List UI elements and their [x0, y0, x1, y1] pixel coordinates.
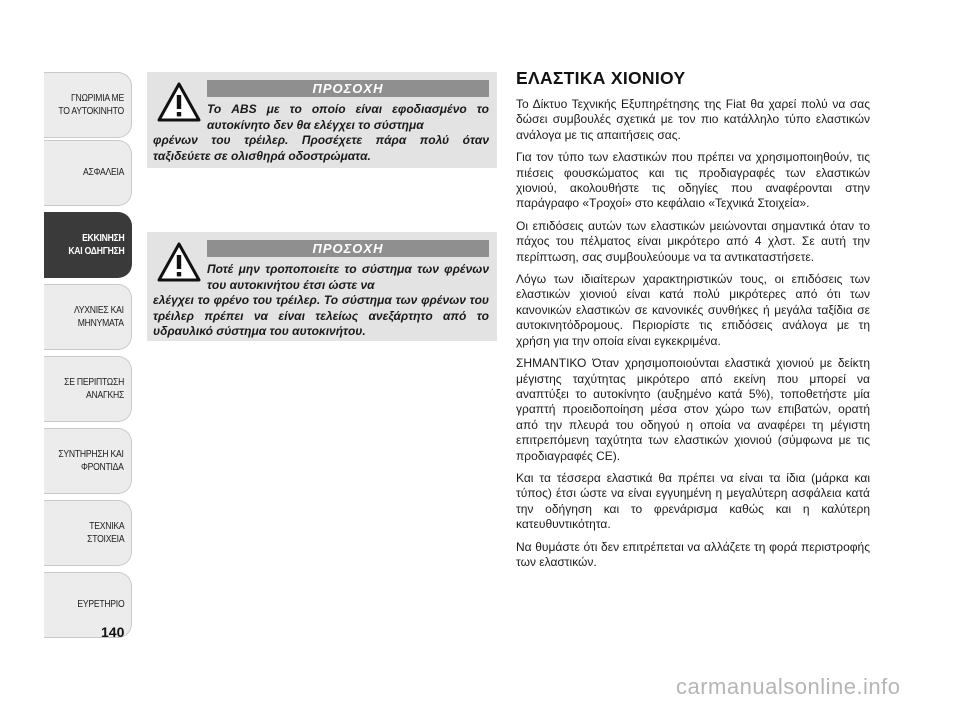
- tab-label: ΣΥΝΤΗΡΗΣΗ ΚΑΙ ΦΡΟΝΤΙΔΑ: [58, 447, 124, 473]
- warning-text-rest: ελέγχει το φρένο του τρέιλερ. Το σύστημα των φρένων του τρέιλερ πρέπει να είναι τελείως ανεξάρτητο από το υδραυλικό σύστημα του αυτοκινήτου.: [153, 293, 489, 339]
- warning-text: [153, 262, 489, 340]
- tab-starting-driving[interactable]: [44, 212, 132, 278]
- watermark: carmanualsonline.info: [676, 674, 901, 699]
- article-snow-tyres: [516, 68, 870, 577]
- page-number: 140: [101, 624, 125, 640]
- warning-text-lead: Ποτέ μην τροποποιείτε το σύστημα των φρένων του αυτοκινήτου έτσι ώστε να: [207, 262, 489, 292]
- article-paragraph: Το Δίκτυο Τεχνικής Εξυπηρέτησης της Fiat θα χαρεί πολύ να σας δώσει συμβουλές σχετικά με τον πιο κατάλληλο τύπο ελαστικών ανάλογα με τις απαιτήσεις σας.: [516, 97, 870, 142]
- warning-text: [153, 102, 489, 164]
- tab-label: ΑΣΦΑΛΕΙΑ: [82, 166, 124, 179]
- tab-warning-lights[interactable]: [44, 284, 132, 350]
- tab-label: ΕΥΡΕΤΗΡΙΟ: [76, 598, 124, 611]
- tab-label: ΓΝΩΡΙΜΙΑ ΜΕ ΤΟ ΑΥΤΟΚΙΝΗΤΟ: [58, 91, 124, 117]
- article-paragraph: ΣΗΜΑΝΤΙΚΟ Όταν χρησιμοποιούνται ελαστικά χιονιού με δείκτη μέγιστης ταχύτητας μικρότερο από εκείνη που μπορεί να αναπτύξει το αυτοκίνητο (αυξημένο κατά 5%), τοποθετήστε μία γραπτή προειδοποίηση μέσα στον χώρο των επιβατών, ορατή από την πλευρά του οδηγού η οποία να αναφέρει τη μέγιστη επιτρεπόμενη ταχύτητα των ελαστικών χιονιού (σύμφωνα με τις προδιαγραφές CE).: [516, 356, 870, 463]
- tab-getting-to-know[interactable]: [44, 72, 132, 138]
- tab-label: ΣΕ ΠΕΡΙΠΤΩΣΗ ΑΝΑΓΚΗΣ: [64, 375, 124, 401]
- article-paragraph: Οι επιδόσεις αυτών των ελαστικών μειώνονται σημαντικά όταν το πάχος του πέλματος είναι μικρότερο από 4 χλστ. Σε αυτή την περίπτωση, σας συμβουλεύουμε να τα αντικαταστήσετε.: [516, 218, 870, 264]
- tab-label: ΤΕΧΝΙΚΑ ΣΤΟΙΧΕΙΑ: [86, 519, 124, 545]
- warning-box-brakes: [147, 232, 497, 341]
- tab-label: ΛΥΧΝΙΕΣ ΚΑΙ ΜΗΝΥΜΑΤΑ: [74, 303, 124, 329]
- tab-safety[interactable]: [44, 140, 132, 206]
- tab-technical-data[interactable]: [44, 500, 132, 566]
- tab-maintenance[interactable]: [44, 428, 132, 494]
- article-paragraph: Για τον τύπο των ελαστικών που πρέπει να χρησιμοποιηθούν, τις πιέσεις φουσκώματος και τις προδιαγραφές των ελαστικών χιονιού, ακολουθήστε τις οδηγίες που αναφέρονται στην παράγραφο «Τροχοί» στο κεφάλαιο «Τεχνικά Στοιχεία».: [516, 150, 870, 211]
- warning-box-abs: [147, 72, 497, 168]
- tab-emergency[interactable]: [44, 356, 132, 422]
- warning-heading: ΠΡΟΣΟΧΗ: [207, 80, 489, 97]
- warning-text-rest: φρένων του τρέιλερ. Προσέχετε πάρα πολύ όταν ταξιδεύετε σε ολισθηρά οδοστρώματα.: [153, 133, 489, 163]
- article-paragraph: Λόγω των ιδιαίτερων χαρακτηριστικών τους, οι επιδόσεις των ελαστικών χιονιού είναι κατά πολύ μικρότερες από ότι των κανονικών ελαστικών σε κανονικές συνθήκες ή μεγάλα ταξίδια σε αυτοκινητόδρομους. Περιορίστε τις επιδόσεις ανάλογα με τη χρήση για την οποία είναι εγκεκριμένα.: [516, 272, 870, 348]
- warning-text-lead: Το ABS με το οποίο είναι εφοδιασμένο το αυτοκίνητο δεν θα ελέγχει το σύστημα: [207, 102, 489, 132]
- tab-label: ΕΚΚΙΝΗΣΗ ΚΑΙ ΟΔΗΓΗΣΗ: [67, 231, 124, 257]
- warning-heading: ΠΡΟΣΟΧΗ: [207, 240, 489, 257]
- article-paragraph: Και τα τέσσερα ελαστικά θα πρέπει να είναι τα ίδια (μάρκα και τύπος) έτσι ώστε να είναι εγγυημένη η μεγαλύτερη ασφάλεια κατά την οδήγηση και το φρενάρισμα καθώς και η καλύτερη κατευθυντικότητα.: [516, 470, 870, 532]
- article-title: ΕΛΑΣΤΙΚΑ ΧΙΟΝΙΟΥ: [516, 68, 686, 88]
- article-paragraph: Να θυμάστε ότι δεν επιτρέπεται να αλλάζετε τη φορά περιστροφής των ελαστικών.: [516, 539, 870, 569]
